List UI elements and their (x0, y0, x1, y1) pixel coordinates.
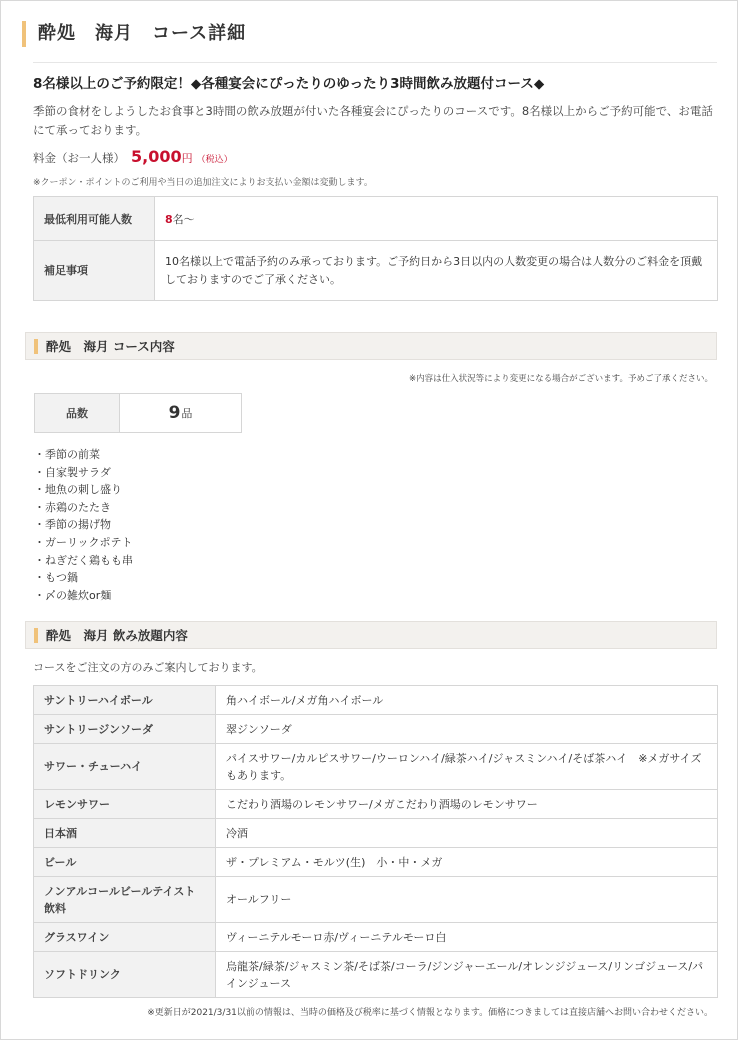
dish-list (34, 446, 133, 604)
table-row (34, 686, 718, 715)
footer-note: ※更新日が2021/3/31以前の情報は、当時の価格及び税率に基づく情報となります。価格につきましては直接店舗へお問い合わせください。 (147, 1008, 713, 1018)
price-amount: 5,000 (131, 147, 182, 166)
drink-items: 烏龍茶/緑茶/ジャスミン茶/そば茶/コーラ/ジンジャーエール/オレンジジュース/リンゴジュース/パインジュース (216, 952, 718, 998)
price-row (33, 147, 233, 166)
drinks-heading-text: 酔処 海月 飲み放題内容 (46, 628, 188, 643)
table-row (34, 819, 718, 848)
price-note: ※クーポン・ポイントのご利用や当日の追加注文によりお支払い金額は変動します。 (33, 178, 373, 188)
dish-count-value (120, 394, 241, 432)
drink-category: サントリージンソーダ (34, 715, 216, 744)
table-row (34, 197, 718, 241)
notes-value: 10名様以上で電話予約のみ承っております。ご予約日から3日以内の人数変更の場合は人数分のご料金を頂戴しておりますのでご了承ください。 (155, 241, 718, 301)
dish-count-unit: 品 (181, 407, 193, 420)
drink-items: 冷酒 (216, 819, 718, 848)
table-row (34, 715, 718, 744)
drinks-heading (25, 621, 717, 649)
drink-category: サワー・チューハイ (34, 744, 216, 790)
heading-accent-bar (34, 339, 38, 354)
price-tax: （税込） (196, 155, 233, 165)
price-unit: 円 (181, 152, 193, 165)
min-people-suffix: 名～ (172, 212, 195, 226)
course-description: 季節の食材をしようしたお食事と3時間の飲み放題が付いた各種宴会にぴったりのコースです。8名様以上からご予約可能で、お電話にて承っております。 (33, 104, 713, 137)
list-item: ・ねぎだく鶏もも串 (34, 553, 133, 567)
page-title: 酔処 海月 コース詳細 (22, 21, 246, 47)
table-row (34, 952, 718, 998)
list-item: ・〆の雑炊or麺 (34, 588, 112, 602)
list-item: ・もつ鍋 (34, 571, 78, 585)
table-row (34, 744, 718, 790)
list-item: ・赤鶏のたたき (34, 500, 111, 514)
drink-items: こだわり酒場のレモンサワー/メガこだわり酒場のレモンサワー (216, 790, 718, 819)
table-row (34, 877, 718, 923)
list-item: ・季節の揚げ物 (34, 518, 111, 532)
table-row (34, 923, 718, 952)
heading-accent-bar (34, 628, 38, 643)
drink-items: オールフリー (216, 877, 718, 923)
drink-items: パイスサワー/カルピスサワー/ウーロンハイ/緑茶ハイ/ジャスミンハイ/そば茶ハイ ※メガサイズもあります。 (216, 744, 718, 790)
table-row (34, 241, 718, 301)
drink-category: 日本酒 (34, 819, 216, 848)
price-label: 料金（お一人様） (33, 151, 125, 165)
list-item: ・地魚の刺し盛り (34, 483, 122, 497)
drink-items: ヴィーニテルモーロ赤/ヴィーニテルモーロ白 (216, 923, 718, 952)
course-contents-heading-text: 酔処 海月 コース内容 (46, 339, 175, 354)
course-contents-note: ※内容は仕入状況等により変更になる場合がございます。予めご了承ください。 (409, 374, 713, 384)
course-info-table (33, 196, 718, 301)
drink-items: ザ・プレミアム・モルツ(生) 小・中・メガ (216, 848, 718, 877)
drink-category: ビール (34, 848, 216, 877)
drinks-intro: コースをご注文の方のみご案内しております。 (33, 661, 263, 674)
table-row (34, 790, 718, 819)
dish-count-label: 品数 (35, 394, 120, 432)
drinks-table (33, 685, 718, 998)
drink-items: 角ハイボール/メガ角ハイボール (216, 686, 718, 715)
dish-count-box (34, 393, 242, 433)
drink-category: ソフトドリンク (34, 952, 216, 998)
list-item: ・自家製サラダ (34, 465, 111, 479)
drink-category: グラスワイン (34, 923, 216, 952)
drink-category: レモンサワー (34, 790, 216, 819)
list-item: ・ガーリックポテト (34, 535, 133, 549)
min-people-number: 8 (165, 212, 173, 226)
drink-category: サントリーハイボール (34, 686, 216, 715)
course-headline: 8名様以上のご予約限定！◆各種宴会にぴったりのゆったり3時間飲み放題付コース◆ (33, 76, 545, 92)
min-people-label: 最低利用可能人数 (34, 197, 155, 241)
dish-count-number: 9 (168, 403, 181, 423)
drink-category: ノンアルコールビールテイスト飲料 (34, 877, 216, 923)
course-contents-heading (25, 332, 717, 360)
drink-items: 翠ジンソーダ (216, 715, 718, 744)
title-divider (33, 62, 717, 63)
min-people-value (155, 197, 718, 241)
list-item: ・季節の前菜 (34, 448, 100, 461)
notes-label: 補足事項 (34, 241, 155, 301)
table-row (34, 848, 718, 877)
